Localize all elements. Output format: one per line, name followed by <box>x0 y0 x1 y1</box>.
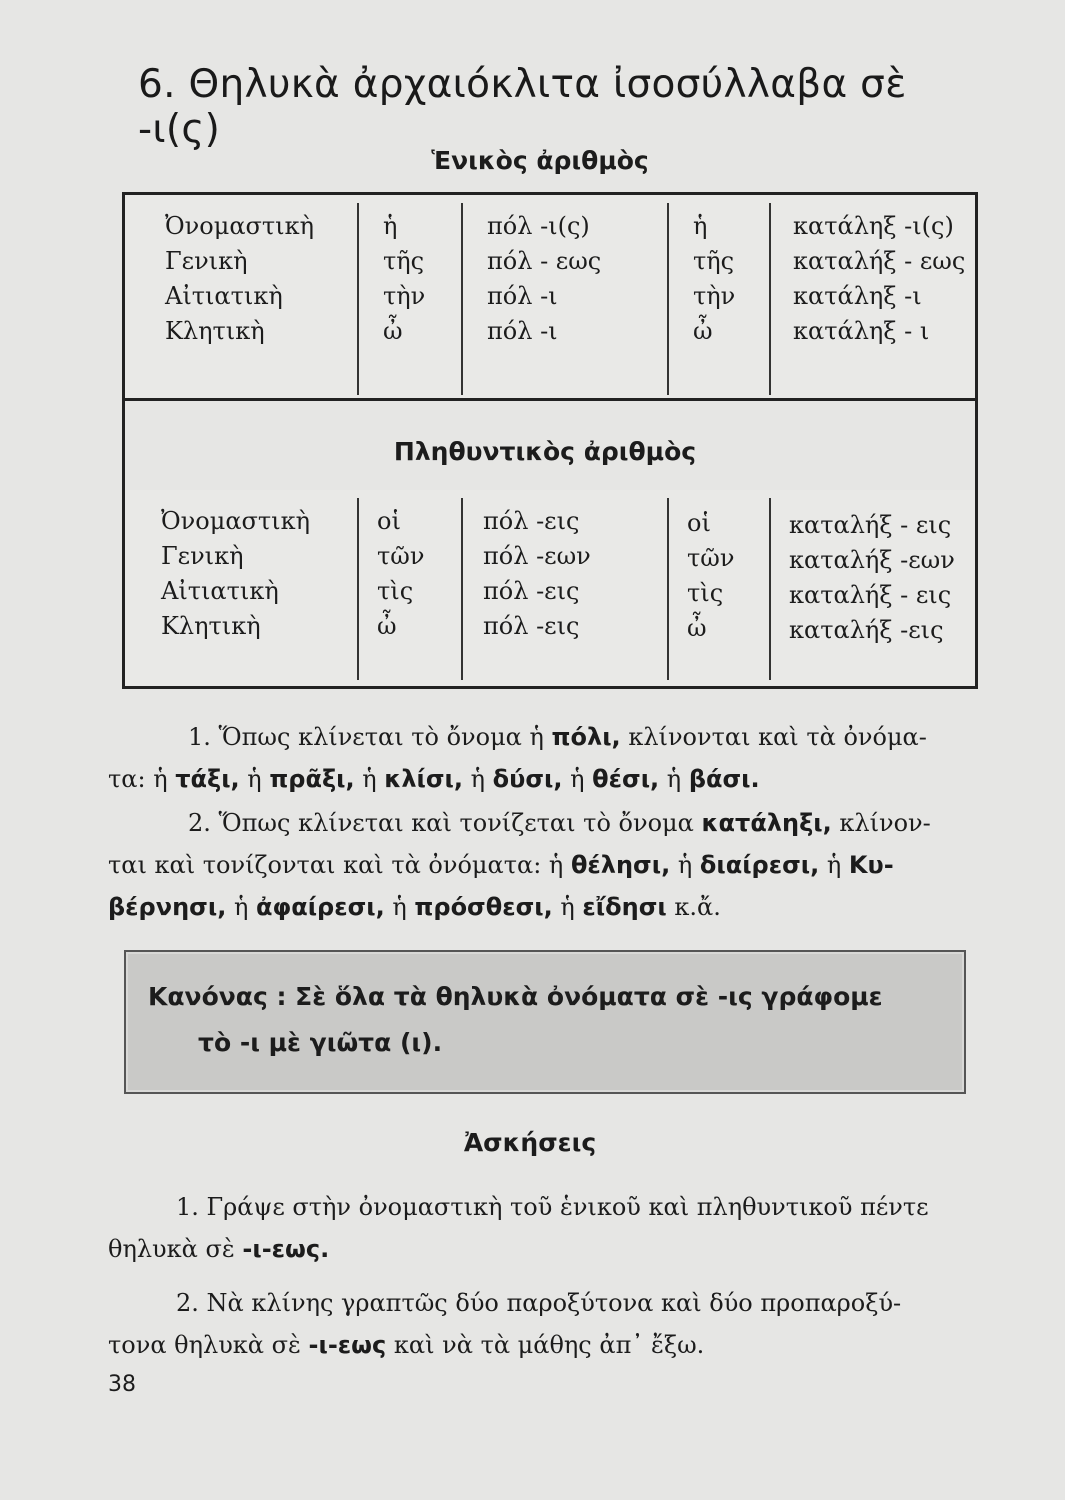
page-title: 6. Θηλυκὰ ἀρχαιόκλιτα ἰσοσύλλαβα σὲ -ι(ς) <box>138 62 907 152</box>
note-1: 1. Ὅπως κλίνεται τὸ ὄνομα ἡ πόλι, κλίνονται καὶ τὰ ὀνόμα- τα: ἡ τάξι, ἡ πρᾶξι, ἡ κλίσι, ἡ δύσι, ἡ θέσι, ἡ βάσι. <box>108 723 927 793</box>
case-label: Ὀνομαστικὴ <box>165 212 314 240</box>
note-keyword: Κυ- <box>848 851 894 879</box>
rule-box <box>124 950 966 1094</box>
plural-table <box>122 490 978 689</box>
exercise-keyword: -ι-εως. <box>242 1235 330 1263</box>
column-divider <box>461 203 463 395</box>
article: ἡ <box>693 212 708 240</box>
article: ὦ <box>687 614 707 642</box>
note-text: κλίνονται καὶ τὰ ὀνόμα- <box>628 723 927 751</box>
exercise-text: θηλυκὰ σὲ <box>108 1235 235 1263</box>
exercise-text: τονα θηλυκὰ σὲ <box>108 1331 301 1359</box>
noun-form: πόλ -εις <box>483 612 580 640</box>
column-divider <box>357 498 359 680</box>
case-label: Αἰτιατικὴ <box>161 577 279 605</box>
note-keyword: κατάληξι, <box>701 809 832 837</box>
note-keyword: θέσι, <box>592 765 660 793</box>
note-keyword: ἀφαίρεσι, <box>255 893 385 921</box>
noun-form: πόλ -ι <box>487 317 558 345</box>
article: τῆς <box>383 247 425 275</box>
exercise-text: 2. Νὰ κλίνης γραπτῶς δύο παροξύτονα καὶ δύο προπαροξύ- <box>176 1289 902 1317</box>
exercise-2 <box>108 1282 968 1366</box>
noun-form: καταλήξ - εις <box>789 581 952 609</box>
note-keyword: δύσι, <box>492 765 563 793</box>
column-divider <box>667 498 669 680</box>
column-divider <box>769 203 771 395</box>
column-divider <box>461 498 463 680</box>
note-2: 2. Ὅπως κλίνεται καὶ τονίζεται τὸ ὄνομα κατάληξι, κλίνον- ται καὶ τονίζονται καὶ τὰ ὀνόματα: ἡ θέλησι, ἡ διαίρεσι, ἡ Κυ- βέρνησι, ἡ ἀφαίρεσι, ἡ πρόσθεσι, ἡ εἴδησι κ.ἄ. <box>108 809 931 921</box>
case-label: Αἰτιατικὴ <box>165 282 283 310</box>
noun-form: πόλ -ι(ς) <box>487 212 590 240</box>
singular-heading: Ἑνικὸς ἀριθμὸς <box>431 146 649 175</box>
plural-heading: Πληθυντικὸς ἀριθμὸς <box>393 437 697 466</box>
article: τὶς <box>377 577 414 605</box>
column-divider <box>667 203 669 395</box>
note-text: κλίνον- <box>839 809 931 837</box>
case-label: Κλητικὴ <box>161 612 261 640</box>
rule-line: Κανόνας : Σὲ ὅλα τὰ θηλυκὰ ὀνόματα σὲ -ις γράφομε <box>148 982 883 1011</box>
article: τὴν <box>693 282 736 310</box>
case-label: Γενικὴ <box>161 542 244 570</box>
note-keyword: βάσι. <box>688 765 760 793</box>
exercises-heading: Ἀσκήσεις <box>463 1128 597 1157</box>
noun-form: καταλήξ -εις <box>789 616 944 644</box>
plural-heading-band <box>122 401 978 493</box>
noun-form: καταλήξ - εως <box>793 247 966 275</box>
case-label: Κλητικὴ <box>165 317 265 345</box>
article: ὦ <box>693 317 713 345</box>
noun-form: κατάληξ - ι <box>793 317 930 345</box>
note-text: ται καὶ τονίζονται καὶ τὰ ὀνόματα: ἡ <box>108 851 564 879</box>
note-keyword: θέλησι, <box>570 851 671 879</box>
noun-form: πόλ -εις <box>483 577 580 605</box>
article: τὶς <box>687 579 724 607</box>
note-text: 1. Ὅπως κλίνεται τὸ ὄνομα ἡ <box>188 723 544 751</box>
article: ὦ <box>377 612 397 640</box>
article: ὦ <box>383 317 403 345</box>
note-keyword: πρᾶξι, <box>269 765 355 793</box>
noun-form: πόλ -εις <box>483 507 580 535</box>
noun-form: πόλ -ι <box>487 282 558 310</box>
note-keyword: διαίρεσι, <box>699 851 820 879</box>
article: οἱ <box>377 507 401 535</box>
case-label: Ὀνομαστικὴ <box>161 507 310 535</box>
noun-form: πόλ -εων <box>483 542 591 570</box>
column-divider <box>357 203 359 395</box>
note-keyword: βέρνησι, <box>108 893 227 921</box>
article: οἱ <box>687 509 711 537</box>
article: ἡ <box>383 212 398 240</box>
note-keyword: πόλι, <box>551 723 621 751</box>
exercise-text: 1. Γράψε στὴν ὀνομαστικὴ τοῦ ἑνικοῦ καὶ πληθυντικοῦ πέντε <box>176 1193 929 1221</box>
article: τῶν <box>377 542 425 570</box>
article: τῆς <box>693 247 735 275</box>
note-text: τα: ἡ <box>108 765 168 793</box>
noun-form: κατάληξ -ι(ς) <box>793 212 954 240</box>
rule-text <box>148 974 938 1066</box>
note-text: κ.ἄ. <box>674 893 721 921</box>
case-label: Γενικὴ <box>165 247 248 275</box>
rule-line: τὸ -ι μὲ γιῶτα (ι). <box>198 1028 443 1057</box>
article: τὴν <box>383 282 426 310</box>
singular-table <box>122 192 978 401</box>
noun-form: καταλήξ - εις <box>789 511 952 539</box>
note-text: 2. Ὅπως κλίνεται καὶ τονίζεται τὸ ὄνομα <box>188 809 694 837</box>
exercise-text: καὶ νὰ τὰ μάθης ἀπ᾽ ἔξω. <box>393 1331 705 1359</box>
page-number: 38 <box>108 1372 136 1397</box>
column-divider <box>769 498 771 680</box>
note-keyword: εἴδησι <box>582 893 667 921</box>
noun-form: κατάληξ -ι <box>793 282 922 310</box>
exercise-1 <box>108 1186 968 1270</box>
exercise-keyword: -ι-εως <box>308 1331 387 1359</box>
noun-form: πόλ - εως <box>487 247 602 275</box>
article: τῶν <box>687 544 735 572</box>
note-keyword: πρόσθεσι, <box>414 893 553 921</box>
note-keyword: κλίσι, <box>384 765 464 793</box>
noun-form: καταλήξ -εων <box>789 546 955 574</box>
note-keyword: τάξι, <box>175 765 240 793</box>
